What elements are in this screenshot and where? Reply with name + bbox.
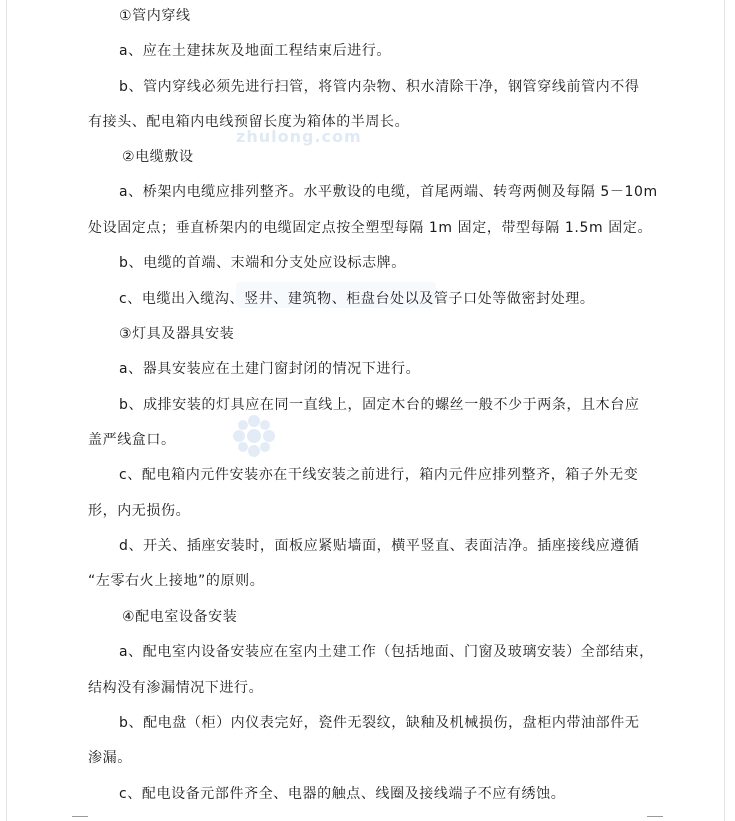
paragraph-line: c、配电箱内元件安装亦在干线安装之前进行，箱内元件应排列整齐，箱子外无变: [119, 467, 639, 483]
paragraph-line: b、成排安装的灯具应在同一直线上，固定木台的螺丝一般不少于两条，且木台应: [119, 397, 640, 413]
paragraph-line: a、桥架内电缆应排列整齐。水平敷设的电缆，首尾两端、转弯两侧及每隔 5－10m: [119, 184, 658, 200]
paragraph-line: 渗漏。: [88, 750, 132, 766]
paragraph-line: b、管内穿线必须先进行扫管，将管内杂物、积水清除干净，钢管穿线前管内不得: [119, 79, 640, 95]
paragraph-line: a、应在土建抹灰及地面工程结束后进行。: [119, 43, 391, 59]
watermark-logo-icon: [230, 412, 278, 460]
paragraph-line: 形，内无损伤。: [88, 503, 191, 519]
paragraph-line: c、配电设备元部件齐全、电器的触点、线圈及接线端子不应有绣蚀。: [119, 786, 566, 802]
heading-distribution-room: ④配电室设备安装: [122, 609, 238, 625]
paragraph-line: a、配电室内设备安装应在室内土建工作（包括地面、门窗及玻璃安装）全部结束，: [119, 644, 654, 660]
paragraph-line: 处设固定点；垂直桥架内的电缆固定点按全塑型每隔 1m 固定，带型每隔 1.5m 固定。: [88, 220, 653, 236]
paragraph-line: 结构没有渗漏情况下进行。: [88, 680, 264, 696]
paragraph-line: c、电缆出入缆沟、竖井、建筑物、柜盘台处以及管子口处等做密封处理。: [119, 291, 595, 307]
paragraph-line: 有接头、配电箱内电线预留长度为箱体的半周长。: [88, 114, 410, 130]
paragraph-line: a、器具安装应在土建门窗封闭的情况下进行。: [119, 361, 421, 377]
heading-cable-laying: ②电缆敷设: [122, 149, 194, 165]
page-corner-mark-right: [647, 816, 663, 817]
watermark-text: zhulong.com: [236, 127, 362, 146]
paragraph-line: “左零右火上接地”的原则。: [88, 573, 265, 589]
paragraph-line: d、开关、插座安装时，面板应紧贴墙面，横平竖直、表面洁净。插座接线应遵循: [119, 538, 640, 554]
page-right-edge: [724, 0, 725, 821]
page-left-edge: [6, 0, 7, 821]
page-corner-mark-left: [72, 816, 88, 817]
paragraph-line: b、配电盘（柜）内仪表完好，瓷件无裂纹，缺釉及机械损伤，盘柜内带油部件无: [119, 715, 640, 731]
paragraph-line: 盖严线盒口。: [88, 432, 176, 448]
paragraph-line: b、电缆的首端、末端和分支处应设标志牌。: [119, 255, 406, 271]
heading-lighting-fixtures: ③灯具及器具安装: [119, 326, 235, 342]
heading-conduit-wiring: ①管内穿线: [119, 8, 191, 24]
